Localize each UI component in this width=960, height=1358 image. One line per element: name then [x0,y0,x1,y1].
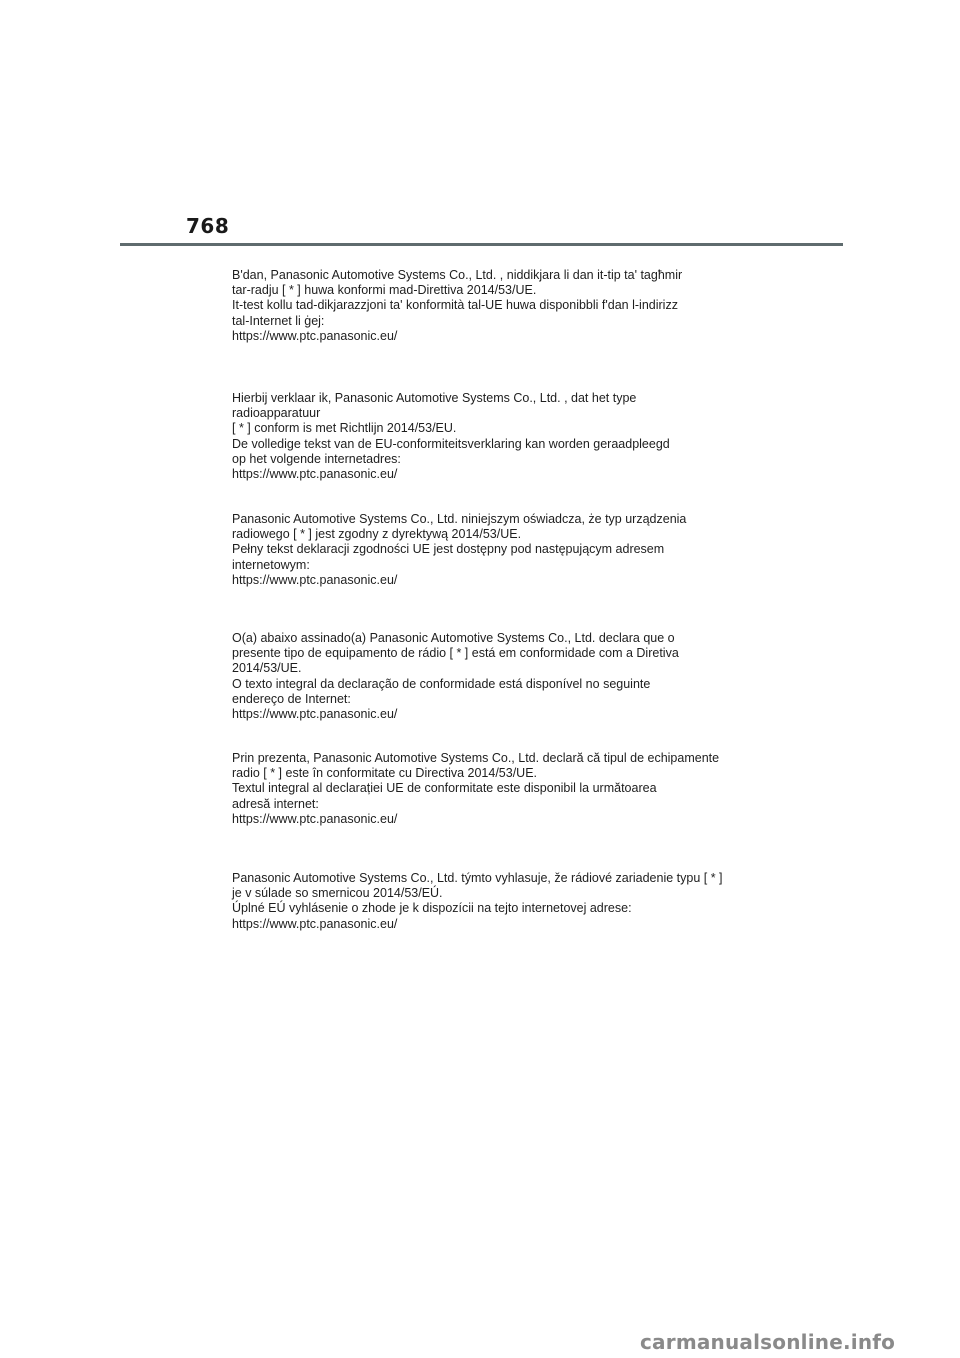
declaration-url: https://www.ptc.panasonic.eu/ [232,572,398,587]
declaration-line: B'dan, Panasonic Automotive Systems Co., Ltd. , niddikjara li dan it-tip ta' tagħmir [232,268,683,282]
declaration-line: tal-Internet li ġej: [232,313,325,328]
declaration-line: 2014/53/UE. [232,661,302,676]
declaration-polish [232,512,752,588]
declaration-line: radiowego [ * ] jest zgodny z dyrektywą 2014/53/UE. [232,527,522,542]
declaration-line: Úplné EÚ vyhlásenie o zhode je k dispozícii na tejto internetovej adrese: [232,901,632,916]
declaration-line: tar-radju [ * ] huwa konformi mad-Direttiva 2014/53/UE. [232,283,537,298]
declaration-line: O texto integral da declaração de conformidade está disponível no seguinte [232,676,651,691]
declaration-line: endereço de Internet: [232,691,351,706]
page-number: 768 [186,214,230,238]
declaration-url: https://www.ptc.panasonic.eu/ [232,707,398,722]
declaration-line: je v súlade so smernicou 2014/53/EÚ. [232,886,443,901]
declaration-line: internetowym: [232,557,310,572]
declaration-line: It-test kollu tad-dikjarazzjoni ta' konformità tal-UE huwa disponibbli f'dan l-indirizz [232,298,678,313]
declaration-line: op het volgende internetadres: [232,451,401,466]
declaration-line: [ * ] conform is met Richtlijn 2014/53/EU. [232,421,457,436]
declaration-slovak [232,871,752,932]
declaration-line: O(a) abaixo assinado(a) Panasonic Automotive Systems Co., Ltd. declara que o [232,631,675,645]
declaration-line: Textul integral al declarației UE de conformitate este disponibil la următoarea [232,781,657,796]
declaration-url: https://www.ptc.panasonic.eu/ [232,467,398,482]
site-watermark: carmanualsonline.info [640,1330,896,1354]
declaration-dutch [232,391,752,482]
header-divider [120,243,843,246]
declaration-line: presente tipo de equipamento de rádio [ * ] está em conformidade com a Diretiva [232,646,679,661]
declaration-line: Hierbij verklaar ik, Panasonic Automotive Systems Co., Ltd. , dat het type [232,391,637,405]
declaration-line: Prin prezenta, Panasonic Automotive Systems Co., Ltd. declară că tipul de echipamente [232,751,720,765]
declaration-url: https://www.ptc.panasonic.eu/ [232,328,398,343]
declaration-maltese [232,268,752,344]
declaration-line: De volledige tekst van de EU-conformiteitsverklaring kan worden geraadpleegd [232,436,670,451]
declaration-portuguese [232,631,752,722]
declaration-url: https://www.ptc.panasonic.eu/ [232,811,398,826]
declaration-romanian [232,751,752,827]
declaration-line: radio [ * ] este în conformitate cu Directiva 2014/53/UE. [232,766,538,781]
declaration-line: Panasonic Automotive Systems Co., Ltd. týmto vyhlasuje, že rádiové zariadenie typu [ * ] [232,871,723,885]
declaration-line: Pełny tekst deklaracji zgodności UE jest dostępny pod następującym adresem [232,542,665,557]
declaration-url: https://www.ptc.panasonic.eu/ [232,916,398,931]
declaration-line: adresă internet: [232,796,319,811]
declaration-line: radioapparatuur [232,406,321,421]
declaration-line: Panasonic Automotive Systems Co., Ltd. niniejszym oświadcza, że typ urządzenia [232,512,687,526]
